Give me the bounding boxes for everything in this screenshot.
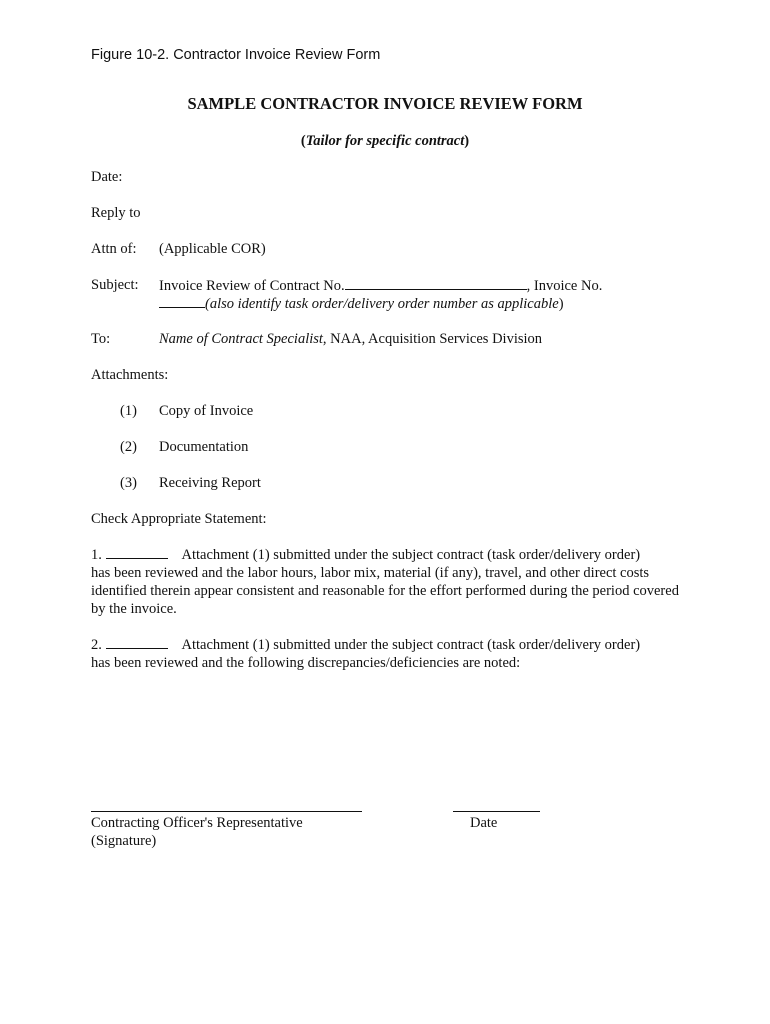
- statement-1-first-line: Attachment (1) submitted under the subject contract (task order/delivery order): [181, 547, 641, 563]
- attachment-1-num: (1): [120, 403, 137, 419]
- tailor-close: ): [464, 133, 470, 149]
- attachments-label: Attachments:: [91, 367, 169, 383]
- attn-label: Attn of:: [91, 241, 137, 257]
- attachment-1-text: Copy of Invoice: [159, 403, 254, 419]
- statement-2-num: 2.: [91, 637, 106, 653]
- figure-caption: Figure 10-2. Contractor Invoice Review Form: [91, 47, 381, 63]
- subject-task-order-note: (also identify task order/delivery order number as applicable: [205, 296, 559, 312]
- check-statement-label: Check Appropriate Statement:: [91, 511, 267, 527]
- statement-1-body: has been reviewed and the labor hours, labor mix, material (if any), travel, and other direct costs identified therein appear consistent and reasonable for the effort performed during the period covered by the invoice.: [91, 565, 679, 617]
- attachment-2-num: (2): [120, 439, 137, 455]
- to-value: [159, 331, 542, 348]
- subject-close-paren: ): [558, 296, 564, 312]
- invoice-number-blank[interactable]: [159, 295, 205, 308]
- cor-label: Contracting Officer's Representative: [91, 815, 303, 831]
- to-label: To:: [91, 331, 111, 347]
- tailor-text: Tailor for specific contract: [305, 133, 465, 149]
- signature-note: (Signature): [91, 833, 157, 849]
- cor-signature-line[interactable]: [91, 811, 362, 812]
- tailor-open: (: [300, 133, 306, 149]
- subject-invoice-text: , Invoice No.: [526, 278, 603, 294]
- subject-label: Subject:: [91, 277, 139, 293]
- attachment-2-text: Documentation: [159, 439, 249, 455]
- statement-2-check-blank[interactable]: [106, 636, 168, 649]
- reply-to-label: Reply to: [91, 205, 141, 221]
- statement-2: [91, 636, 691, 672]
- to-contract-specialist: Name of Contract Specialist: [159, 331, 323, 347]
- subject-line-1: [159, 277, 602, 295]
- to-division: , NAA, Acquisition Services Division: [322, 331, 543, 347]
- tailor-note: [0, 133, 770, 150]
- statement-2-body: has been reviewed and the following discrepancies/deficiencies are noted:: [91, 655, 521, 671]
- statement-1: [91, 546, 691, 618]
- signature-date-label: Date: [470, 815, 498, 831]
- attn-value: (Applicable COR): [159, 241, 266, 257]
- form-title: SAMPLE CONTRACTOR INVOICE REVIEW FORM: [187, 94, 583, 113]
- attachment-3-text: Receiving Report: [159, 475, 261, 491]
- statement-1-check-blank[interactable]: [106, 546, 168, 559]
- contract-number-blank[interactable]: [345, 277, 527, 290]
- subject-contract-text: Invoice Review of Contract No.: [159, 278, 345, 294]
- subject-line-2: [159, 295, 564, 313]
- attachment-3-num: (3): [120, 475, 137, 491]
- statement-2-first-line: Attachment (1) submitted under the subject contract (task order/delivery order): [181, 637, 641, 653]
- date-signature-line[interactable]: [453, 811, 540, 812]
- statement-1-num: 1.: [91, 547, 106, 563]
- date-label: Date:: [91, 169, 123, 185]
